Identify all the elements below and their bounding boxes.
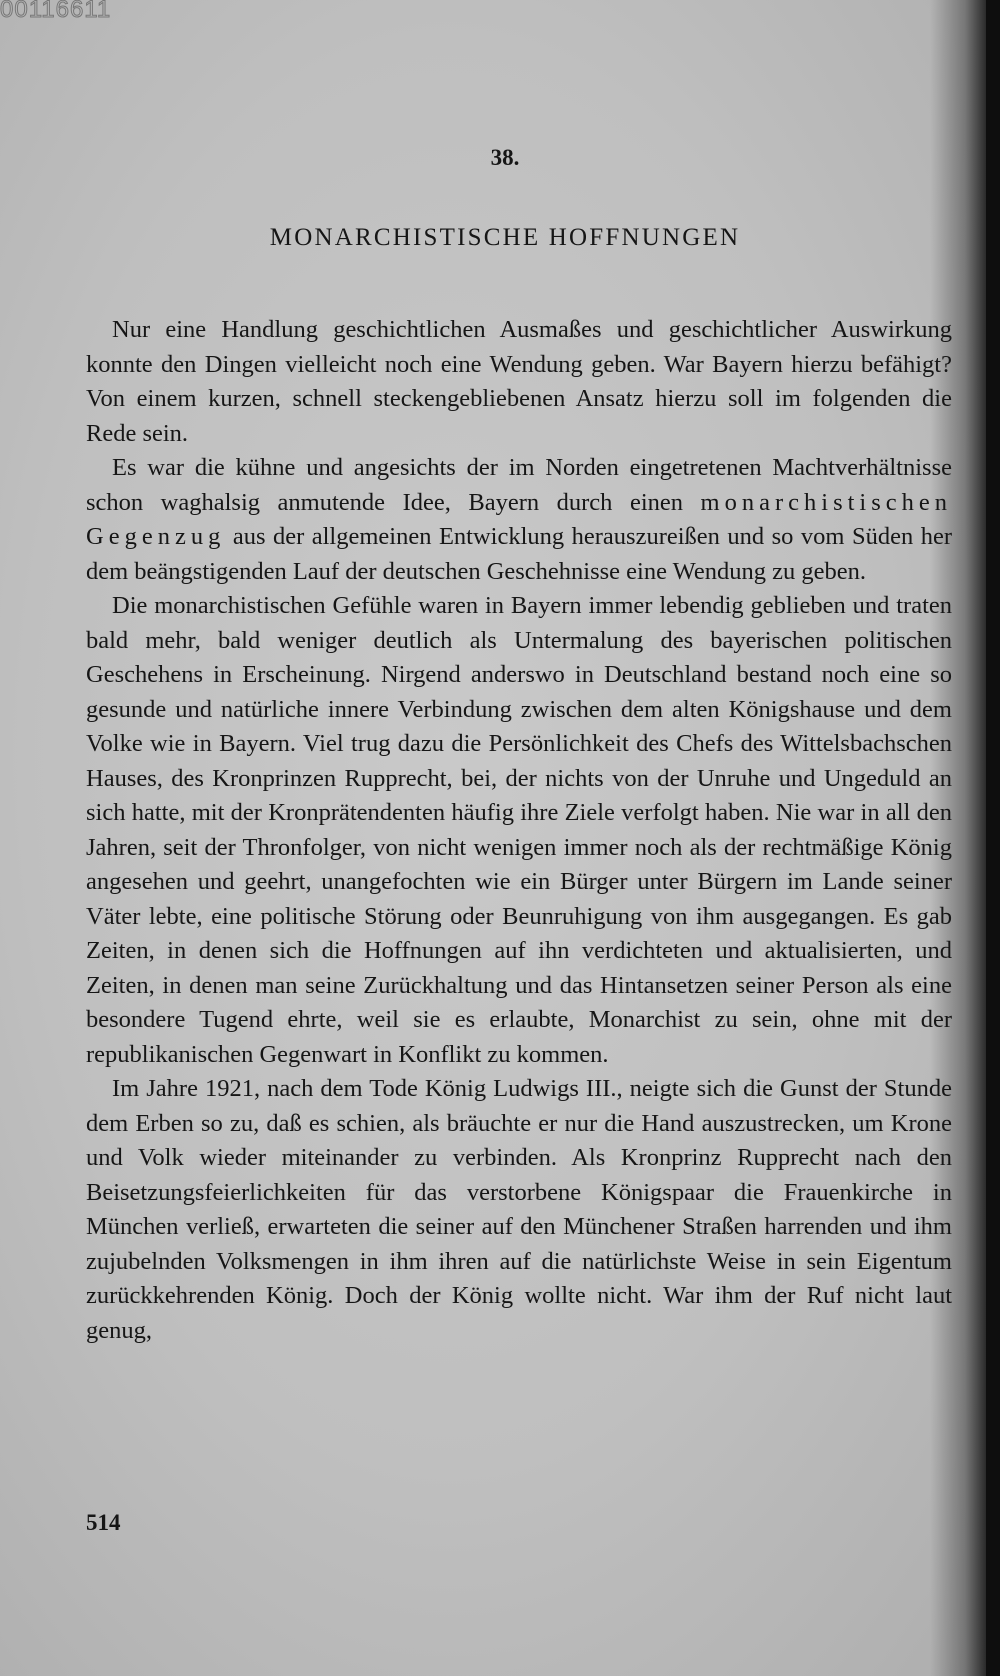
paragraph-3: Die monarchistischen Gefühle waren in Bayern immer lebendig geblieben und traten bald mehr, bald weniger deutlich als Untermalung des bayerischen politischen Geschehens in Erscheinung. Nirgend anderswo in Deutschland bestand noch eine so gesunde und natürliche innere Verbindung zwischen dem alten Königshause und dem Volke wie in Bayern. Viel trug dazu die Persönlichkeit des Chefs des Wittelsbachschen Hauses, des Kronprinzen Rupprecht, bei, der nichts von der Unruhe und Ungeduld an sich hatte, mit der Kronprätendenten häufig ihre Ziele verfolgt haben. Nie war in all den Jahren, seit der Thronfolger, von nicht wenigen immer noch als der rechtmäßige König angesehen und geehrt, unangefochten wie ein Bürger unter Bürgern im Lande seiner Väter lebte, eine politische Störung oder Beunruhigung von ihm ausgegangen. Es gab Zeiten, in denen sich die Hoffnungen auf ihn verdichteten und aktualisierten, und Zeiten, in denen man seine Zurückhaltung und das Hintansetzen seiner Person als eine besondere Tugend ehrte, weil sie es erlaubte, Monarchist zu sein, ohne mit der republikanischen Gegenwart in Konflikt zu kommen. — [86, 592, 952, 1068]
scan-header-mark: 00116611 — [0, 0, 112, 23]
paragraph-4: Im Jahre 1921, nach dem Tode König Ludwigs III., neigte sich die Gunst der Stunde dem Erben so zu, daß es schien, als bräuchte er nur die Hand auszustrecken, um Krone und Volk wieder miteinander zu verbinden. Als Kronprinz Rupprecht nach den Beisetzungsfeierlichkeiten für das verstorbene Königspaar die Frauenkirche in München verließ, erwarteten die seiner auf den Münchener Straßen harrenden und ihm zujubelnden Volksmengen in ihm ihren auf die natürlichste Weise in sein Eigentum zurückkehrenden König. Doch der König wollte nicht. War ihm der Ruf nicht laut genug, — [86, 1075, 952, 1344]
paragraph-2 — [86, 451, 952, 589]
chapter-title: MONARCHISTISCHE HOFFNUNGEN — [269, 223, 741, 251]
paragraph-2-emphasis: monarchistischen Gegenzug — [86, 488, 952, 550]
page-number: 514 — [86, 1510, 121, 1535]
paragraph-2-before: Es war die kühne und angesichts der im Norden eingetretenen Machtverhältnisse schon waghalsig anmutende Idee, Bayern durch einen — [86, 454, 952, 516]
scan-dark-edge — [986, 0, 1000, 1676]
body-text — [86, 313, 952, 1348]
paragraph-1: Nur eine Handlung geschichtlichen Ausmaßes und geschichtlicher Auswirkung konnte den Dingen vielleicht noch eine Wendung geben. War Bayern hierzu befähigt? Von einem kurzen, schnell steckengebliebenen Ansatz hierzu soll im folgenden die Rede sein. — [86, 316, 952, 447]
chapter-number: 38. — [490, 145, 520, 170]
paragraph-2-after: aus der allgemeinen Entwicklung herauszureißen und so vom Süden her dem beängstigenden Lauf der deutschen Geschehnisse eine Wendung zu geben. — [86, 523, 952, 585]
